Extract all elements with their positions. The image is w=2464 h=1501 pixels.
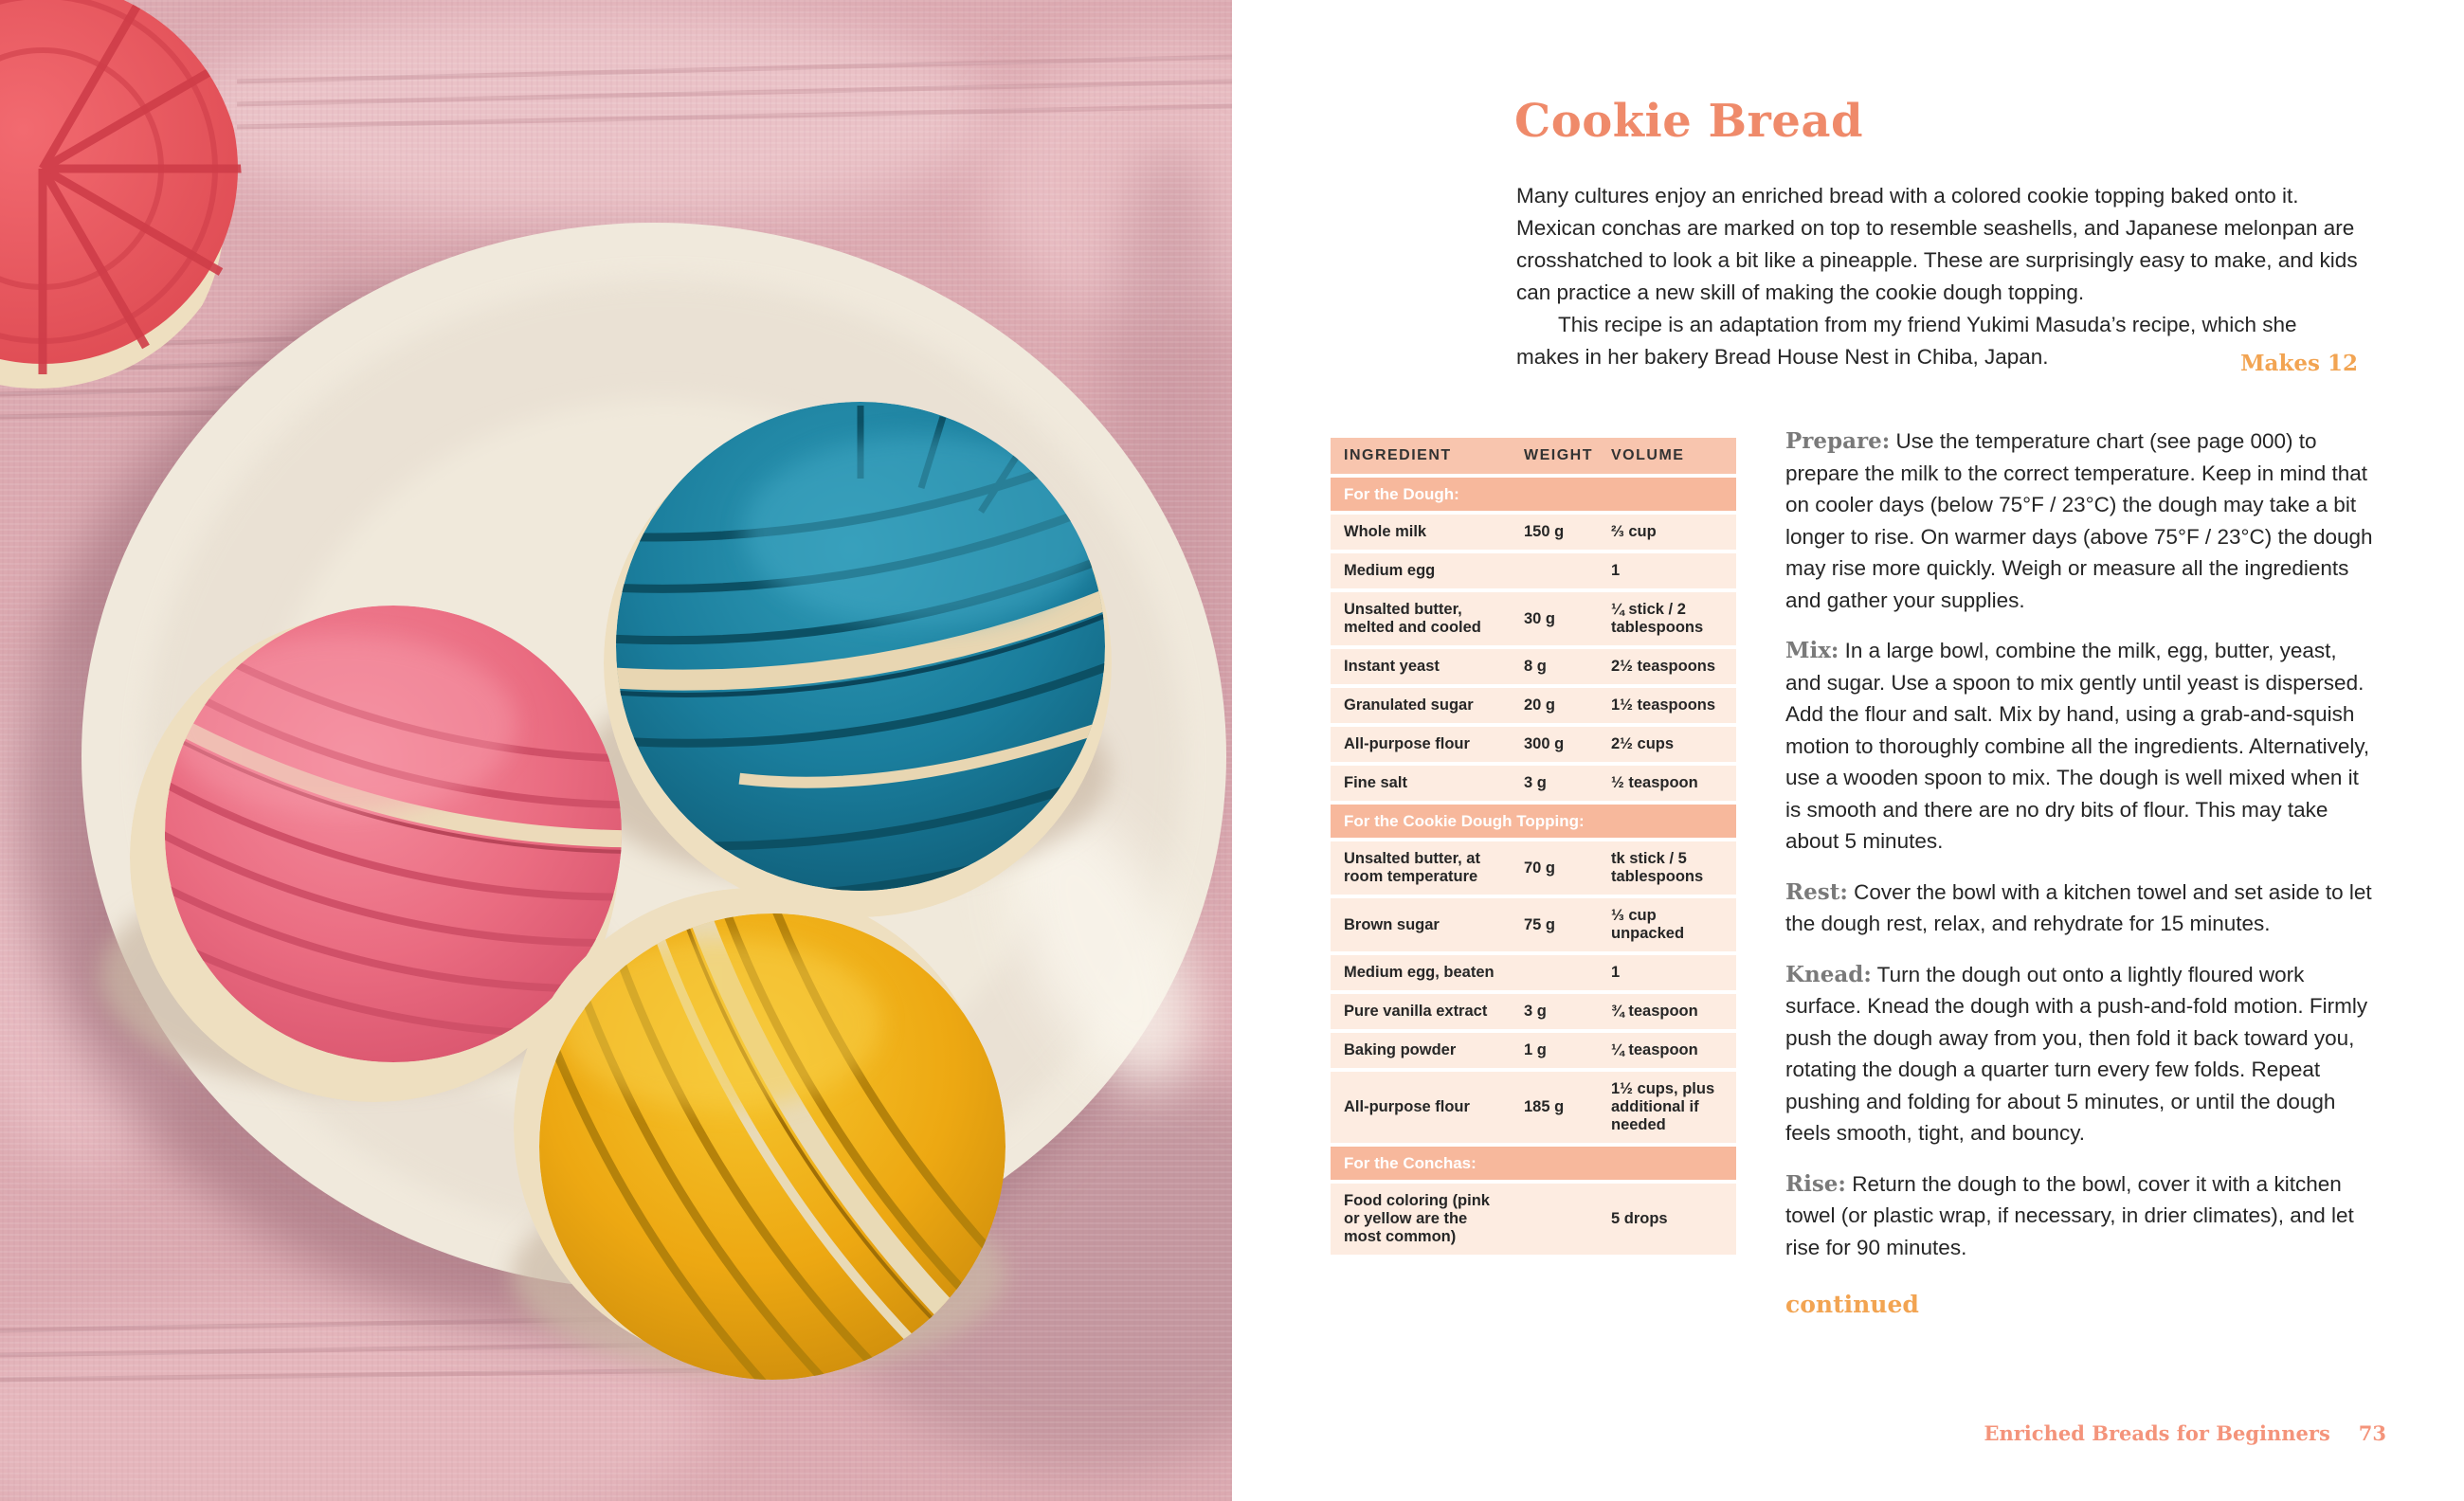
ingredient-table [1331, 434, 1736, 1258]
weight-cell: 150 g [1511, 515, 1598, 550]
intro-block [1516, 180, 2362, 373]
weight-cell: 1 g [1511, 1033, 1598, 1068]
weight-cell: 8 g [1511, 649, 1598, 684]
table-row [1331, 649, 1736, 684]
intro-paragraph-2: This recipe is an adaptation from my friend Yukimi Masuda’s recipe, which she makes in her bakery Bread House Nest in Chiba, Japan. [1516, 313, 2297, 369]
volume-cell: 1 [1598, 553, 1736, 588]
table-section-label: For the Dough: [1331, 478, 1736, 511]
step-lead-word: Prepare: [1785, 428, 1891, 454]
step-lead-word: Rise: [1785, 1170, 1846, 1197]
weight-cell: 30 g [1511, 592, 1598, 645]
ingredient-cell: Granulated sugar [1331, 688, 1511, 723]
ingredient-cell: Baking powder [1331, 1033, 1511, 1068]
ingredient-cell: Unsalted butter, melted and cooled [1331, 592, 1511, 645]
table-row [1331, 515, 1736, 550]
page-number: 73 [2358, 1421, 2386, 1445]
volume-cell: 2½ cups [1598, 727, 1736, 762]
weight-cell: 20 g [1511, 688, 1598, 723]
volume-cell: ¼ teaspoon [1598, 1033, 1736, 1068]
volume-cell: ⅔ cup [1598, 515, 1736, 550]
recipe-page [1232, 0, 2464, 1501]
continued-label: continued [1785, 1291, 1919, 1318]
table-row [1331, 592, 1736, 645]
header-row [1331, 438, 1736, 474]
table-row [1331, 1184, 1736, 1255]
volume-cell: ⅓ cup unpacked [1598, 898, 1736, 951]
method-step: Knead: Turn the dough out onto a lightly floured work surface. Knead the dough with a push-and-fold motion. Firmly push the dough away from you, then fold it back toward you, rotating the dough a quarter turn every few folds. Repeat pushing and folding for about 5 minutes, or until the dough feels smooth, tight, and bouncy. [1785, 961, 2368, 1145]
makes-badge: Makes 12 [2240, 351, 2358, 376]
ingredient-column-header: INGREDIENT [1331, 438, 1511, 474]
page-title: Cookie Bread [1514, 95, 1864, 148]
table-row [1331, 553, 1736, 588]
running-footer [1984, 1421, 2386, 1445]
weight-column-header: WEIGHT [1511, 438, 1598, 474]
method-step: Rest: Cover the bowl with a kitchen towel and set aside to let the dough rest, relax, and rehydrate for 15 minutes. [1785, 878, 2372, 935]
ingredient-cell: Whole milk [1331, 515, 1511, 550]
step-lead-word: Rest: [1785, 878, 1848, 905]
table-row [1331, 994, 1736, 1029]
table-row [1331, 727, 1736, 762]
ingredient-table-header [1331, 438, 1736, 474]
weight-cell: 300 g [1511, 727, 1598, 762]
weight-cell: 3 g [1511, 766, 1598, 801]
weight-cell [1511, 955, 1598, 990]
table-section-row [1331, 478, 1736, 511]
ingredient-cell: Unsalted butter, at room temperature [1331, 841, 1511, 895]
volume-cell: tk stick / 5 tablespoons [1598, 841, 1736, 895]
table-section-row [1331, 1147, 1736, 1180]
ingredient-cell: Medium egg [1331, 553, 1511, 588]
ingredient-cell: Medium egg, beaten [1331, 955, 1511, 990]
table-section-row [1331, 805, 1736, 838]
ingredient-table-body [1331, 478, 1736, 1255]
volume-cell: ½ teaspoon [1598, 766, 1736, 801]
weight-cell: 70 g [1511, 841, 1598, 895]
table-row [1331, 766, 1736, 801]
method-step: Mix: In a large bowl, combine the milk, egg, butter, yeast, and sugar. Use a spoon to mix gently until yeast is dispersed. Add the flour and salt. Mix by hand, using a grab-and-squish motion to thoroughly combine all the ingredients. Alternatively, use a wooden spoon to mix. The dough is well mixed when it is smooth and there are no dry bits of flour. This may take about 5 minutes. [1785, 638, 2370, 853]
weight-cell [1511, 553, 1598, 588]
table-row [1331, 1033, 1736, 1068]
volume-cell: 1½ teaspoons [1598, 688, 1736, 723]
table-row [1331, 841, 1736, 895]
method-steps [1785, 425, 2377, 1282]
volume-cell: 1½ cups, plus additional if needed [1598, 1072, 1736, 1143]
volume-cell: ¾ teaspoon [1598, 994, 1736, 1029]
weight-cell [1511, 1184, 1598, 1255]
table-row [1331, 898, 1736, 951]
ingredient-cell: Pure vanilla extract [1331, 994, 1511, 1029]
volume-cell: 2½ teaspoons [1598, 649, 1736, 684]
volume-cell: ¼ stick / 2 tablespoons [1598, 592, 1736, 645]
ingredient-cell: Brown sugar [1331, 898, 1511, 951]
table-row [1331, 1072, 1736, 1143]
volume-column-header: VOLUME [1598, 438, 1736, 474]
table-row [1331, 688, 1736, 723]
volume-cell: 5 drops [1598, 1184, 1736, 1255]
intro-paragraph-1: Many cultures enjoy an enriched bread with a colored cookie topping baked onto it. Mexican conchas are marked on top to resemble seashells, and Japanese melonpan are crosshatched to look a bit like a pineapple. These are surprisingly easy to make, and kids can practice a new skill of making the cookie dough topping. [1516, 184, 2358, 304]
ingredient-cell: Fine salt [1331, 766, 1511, 801]
method-step: Prepare: Use the temperature chart (see page 000) to prepare the milk to the correct temperature. Keep in mind that on cooler days (below 75°F / 23°C) the dough may take a bit longer to rise. On warmer days (above 75°F / 23°C) the dough may rise more quickly. Weigh or measure all the ingredients and gather your supplies. [1785, 428, 2373, 612]
ingredient-cell: All-purpose flour [1331, 1072, 1511, 1143]
ingredient-cell: Instant yeast [1331, 649, 1511, 684]
table-section-label: For the Conchas: [1331, 1147, 1736, 1180]
step-lead-word: Mix: [1785, 638, 1839, 663]
weight-cell: 75 g [1511, 898, 1598, 951]
weight-cell: 3 g [1511, 994, 1598, 1029]
weight-cell: 185 g [1511, 1072, 1598, 1143]
ingredient-cell: Food coloring (pink or yellow are the most common) [1331, 1184, 1511, 1255]
table-section-label: For the Cookie Dough Topping: [1331, 805, 1736, 838]
ingredient-cell: All-purpose flour [1331, 727, 1511, 762]
volume-cell: 1 [1598, 955, 1736, 990]
step-lead-word: Knead: [1785, 961, 1872, 987]
table-row [1331, 955, 1736, 990]
footer-chapter-title: Enriched Breads for Beginners [1984, 1421, 2330, 1445]
method-step: Rise: Return the dough to the bowl, cover it with a kitchen towel (or plastic wrap, if necessary, in drier climates), and let rise for 90 minutes. [1785, 1170, 2354, 1259]
